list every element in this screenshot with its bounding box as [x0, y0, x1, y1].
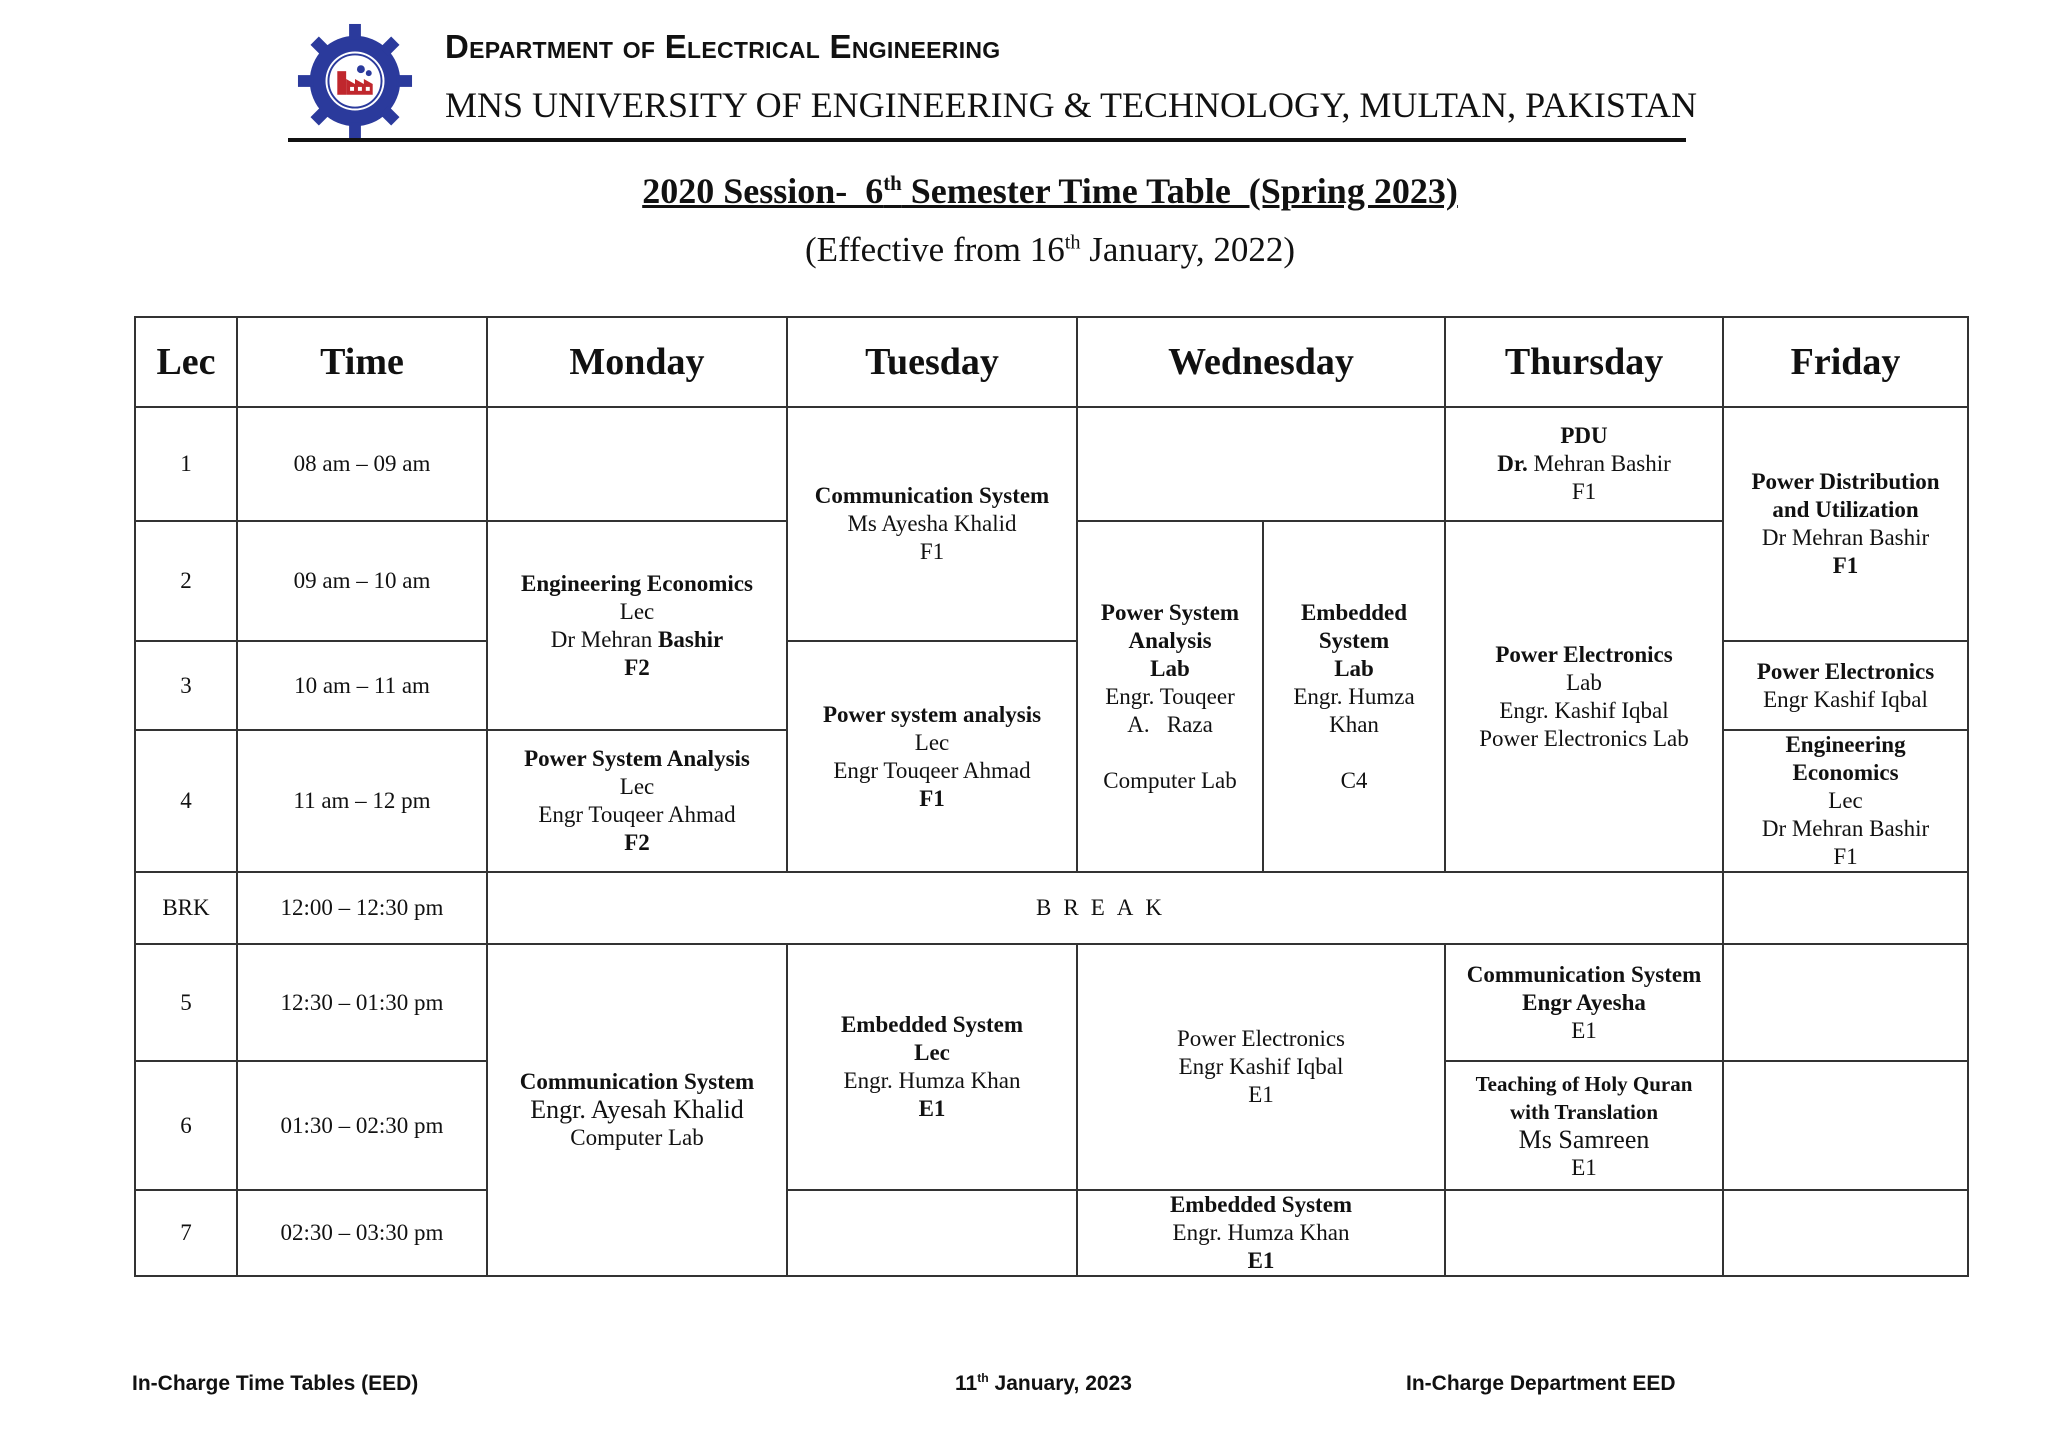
monday-communication-system: Communication System Engr. Ayesah Khalid Computer Lab [487, 944, 787, 1276]
table-row [135, 944, 1968, 1061]
wednesday-power-electronics: Power Electronics Engr Kashif Iqbal E1 [1077, 944, 1445, 1190]
header-thursday: Thursday [1445, 317, 1723, 407]
footer-incharge-department: In-Charge Department EED [1406, 1372, 1676, 1395]
timetable [134, 316, 1969, 1277]
friday-power-distribution: Power Distribution and Utilization Dr Mehran Bashir F1 [1723, 407, 1968, 641]
time-slot: 08 am – 09 am [237, 407, 487, 521]
tuesday-slot-7-empty [787, 1190, 1077, 1276]
friday-slot-5-empty [1723, 944, 1968, 1061]
break-row [135, 872, 1968, 944]
wednesday-slot-1-empty [1077, 407, 1445, 521]
header-lec: Lec [135, 317, 237, 407]
department-name: Department of Electrical Engineering [445, 28, 1001, 65]
header-divider [288, 138, 1686, 142]
footer-date: 11th January, 2023 [955, 1371, 1132, 1395]
monday-power-system-analysis: Power System Analysis Lec Engr Touqeer Ahmad F2 [487, 730, 787, 872]
time-slot: 02:30 – 03:30 pm [237, 1190, 487, 1276]
university-name: MNS UNIVERSITY OF ENGINEERING & TECHNOLOGY, MULTAN, PAKISTAN [445, 85, 1697, 125]
friday-power-electronics: Power Electronics Engr Kashif Iqbal [1723, 641, 1968, 730]
time-slot: 12:30 – 01:30 pm [237, 944, 487, 1061]
break-label: BREAK [487, 872, 1723, 944]
header-tuesday: Tuesday [787, 317, 1077, 407]
header-monday: Monday [487, 317, 787, 407]
monday-slot-1-empty [487, 407, 787, 521]
university-logo [296, 22, 414, 140]
time-slot: 11 am – 12 pm [237, 730, 487, 872]
thursday-communication-system: Communication System Engr Ayesha E1 [1445, 944, 1723, 1061]
lec-number: 2 [135, 521, 237, 641]
lec-number: 1 [135, 407, 237, 521]
header-friday: Friday [1723, 317, 1968, 407]
header-wednesday: Wednesday [1077, 317, 1445, 407]
tuesday-communication-system: Communication System Ms Ayesha Khalid F1 [787, 407, 1077, 641]
lec-number: 5 [135, 944, 237, 1061]
time-slot: 09 am – 10 am [237, 521, 487, 641]
time-slot: 10 am – 11 am [237, 641, 487, 730]
header-row [135, 317, 1968, 407]
thursday-power-electronics-lab: Power Electronics Lab Engr. Kashif Iqbal Power Electronics Lab [1445, 521, 1723, 872]
lec-number: 7 [135, 1190, 237, 1276]
friday-break-empty [1723, 872, 1968, 944]
time-slot: 01:30 – 02:30 pm [237, 1061, 487, 1190]
wednesday-embedded-system: Embedded System Engr. Humza Khan E1 [1077, 1190, 1445, 1276]
timetable-title: 2020 Session- 6th Semester Time Table (Spring 2023) [642, 171, 1458, 211]
table-row [135, 1190, 1968, 1276]
lec-number: BRK [135, 872, 237, 944]
lec-number: 4 [135, 730, 237, 872]
time-slot: 12:00 – 12:30 pm [237, 872, 487, 944]
thursday-holy-quran: Teaching of Holy Quran with Translation Ms Samreen E1 [1445, 1061, 1723, 1190]
footer-incharge-timetables: In-Charge Time Tables (EED) [132, 1372, 419, 1395]
letterhead [288, 20, 1697, 144]
table-row [135, 407, 1968, 521]
friday-slot-7-empty [1723, 1190, 1968, 1276]
tuesday-embedded-system: Embedded System Lec Engr. Humza Khan E1 [787, 944, 1077, 1190]
thursday-pdu: PDU Dr. Mehran Bashir F1 [1445, 407, 1723, 521]
friday-slot-6-empty [1723, 1061, 1968, 1190]
wednesday-power-system-analysis-lab: Power System Analysis Lab Engr. Touqeer A. Raza Computer Lab [1077, 521, 1263, 872]
tuesday-power-system-analysis: Power system analysis Lec Engr Touqeer Ahmad F1 [787, 641, 1077, 872]
header-time: Time [237, 317, 487, 407]
effective-date: (Effective from 16th January, 2022) [804, 230, 1296, 269]
thursday-slot-7-empty [1445, 1190, 1723, 1276]
lec-number: 6 [135, 1061, 237, 1190]
friday-engineering-economics: Engineering Economics Lec Dr Mehran Bashir F1 [1723, 730, 1968, 872]
wednesday-embedded-system-lab: Embedded System Lab Engr. Humza Khan C4 [1263, 521, 1445, 872]
lec-number: 3 [135, 641, 237, 730]
monday-engineering-economics: Engineering Economics Lec Dr Mehran Bashir F2 [487, 521, 787, 730]
